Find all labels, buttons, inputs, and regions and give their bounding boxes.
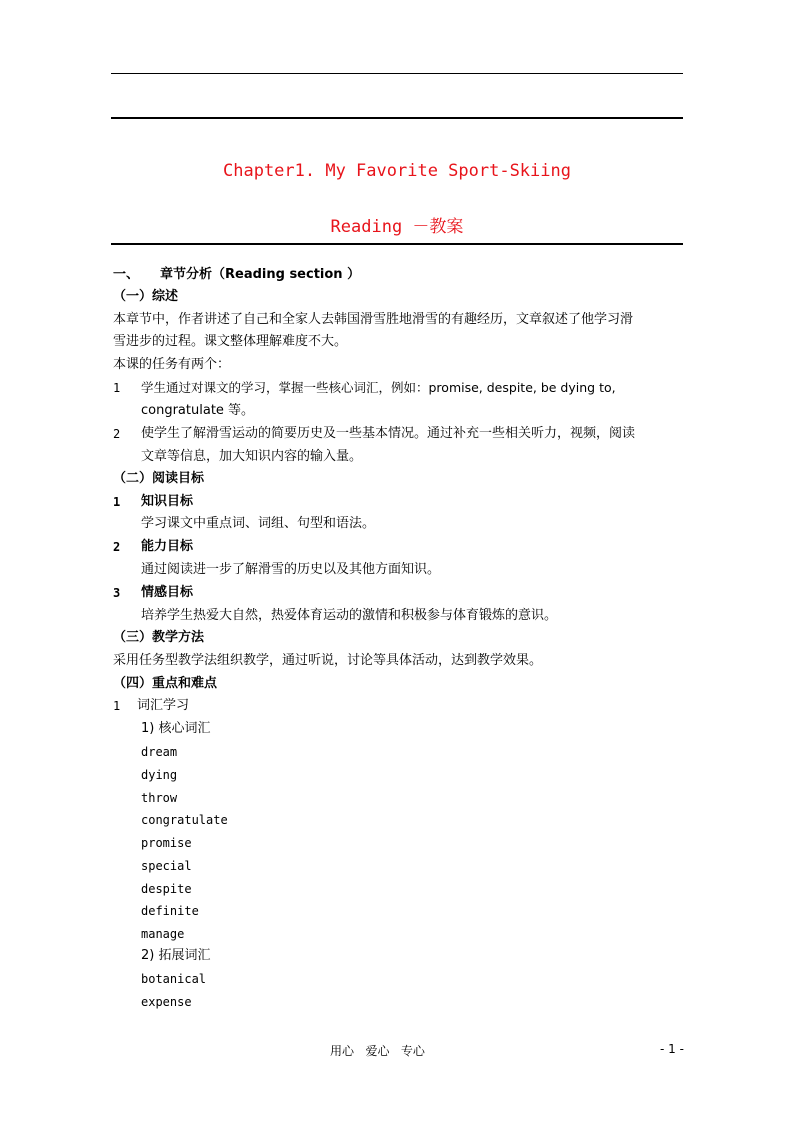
core-vocab-label: 1) 核心词汇 (141, 721, 211, 736)
page-subtitle: Reading －教案 (330, 217, 464, 237)
task1-line2: congratulate 等。 (141, 403, 255, 418)
footer-motto: 用心 爱心 专心 (330, 1044, 425, 1058)
title-rule (111, 243, 683, 245)
goal2-title: 能力目标 (141, 539, 194, 554)
task2-line2: 文章等信息，加大知识内容的输入量。 (141, 449, 363, 464)
goal3-title: 情感目标 (141, 585, 194, 600)
tasks-intro: 本课的任务有两个： (113, 357, 231, 372)
goal1-number: 1 (113, 495, 121, 509)
vocab-heading: 词汇学习 (137, 698, 190, 713)
core-word: special (141, 859, 192, 873)
core-word: throw (141, 791, 178, 805)
extended-vocab-label: 2) 拓展词汇 (141, 948, 211, 963)
header-rule (111, 117, 683, 119)
goal1-title: 知识目标 (141, 494, 194, 509)
page-title: Chapter1. My Favorite Sport-Skiing (223, 161, 571, 181)
goal3-text: 培养学生热爱大自然，热爱体育运动的激情和积极参与体育锻炼的意识。 (141, 608, 558, 623)
goal3-number: 3 (113, 586, 121, 600)
goal2-text: 通过阅读进一步了解滑雪的历史以及其他方面知识。 (141, 562, 441, 577)
page-number: - 1 - (660, 1042, 684, 1056)
method-text: 采用任务型教学法组织教学，通过听说，讨论等具体活动，达到教学效果。 (113, 653, 543, 668)
overview-heading: （一）综述 (113, 289, 179, 304)
goal2-number: 2 (113, 540, 121, 554)
task2-number: 2 (113, 427, 121, 441)
top-rule (111, 73, 683, 74)
core-word: dream (141, 745, 178, 759)
core-word: manage (141, 927, 185, 941)
goals-heading: （二）阅读目标 (113, 471, 205, 486)
section-heading: 章节分析（Reading section ） (160, 267, 361, 282)
extended-word: botanical (141, 972, 207, 986)
core-word: promise (141, 836, 192, 850)
overview-paragraph-line1: 本章节中，作者讲述了自己和全家人去韩国滑雪胜地滑雪的有趣经历，文章叙述了他学习滑 (113, 312, 634, 327)
goal1-text: 学习课文中重点词、词组、句型和语法。 (141, 516, 376, 531)
core-word: congratulate (141, 813, 228, 827)
overview-paragraph-line2: 雪进步的过程。课文整体理解难度不大。 (113, 334, 348, 349)
method-heading: （三）教学方法 (113, 630, 205, 645)
task1-number: 1 (113, 381, 121, 395)
extended-word: expense (141, 995, 192, 1009)
vocab-number: 1 (113, 699, 121, 713)
core-word: definite (141, 904, 199, 918)
core-word: dying (141, 768, 178, 782)
task2-line1: 使学生了解滑雪运动的简要历史及一些基本情况。通过补充一些相关听力，视频，阅读 (141, 426, 636, 441)
task1-line1: 学生通过对课文的学习，掌握一些核心词汇，例如：promise, despite, be dying to, (141, 380, 616, 395)
keypoints-heading: （四）重点和难点 (113, 676, 218, 691)
section-number: 一、 (113, 267, 140, 282)
core-word: despite (141, 882, 192, 896)
